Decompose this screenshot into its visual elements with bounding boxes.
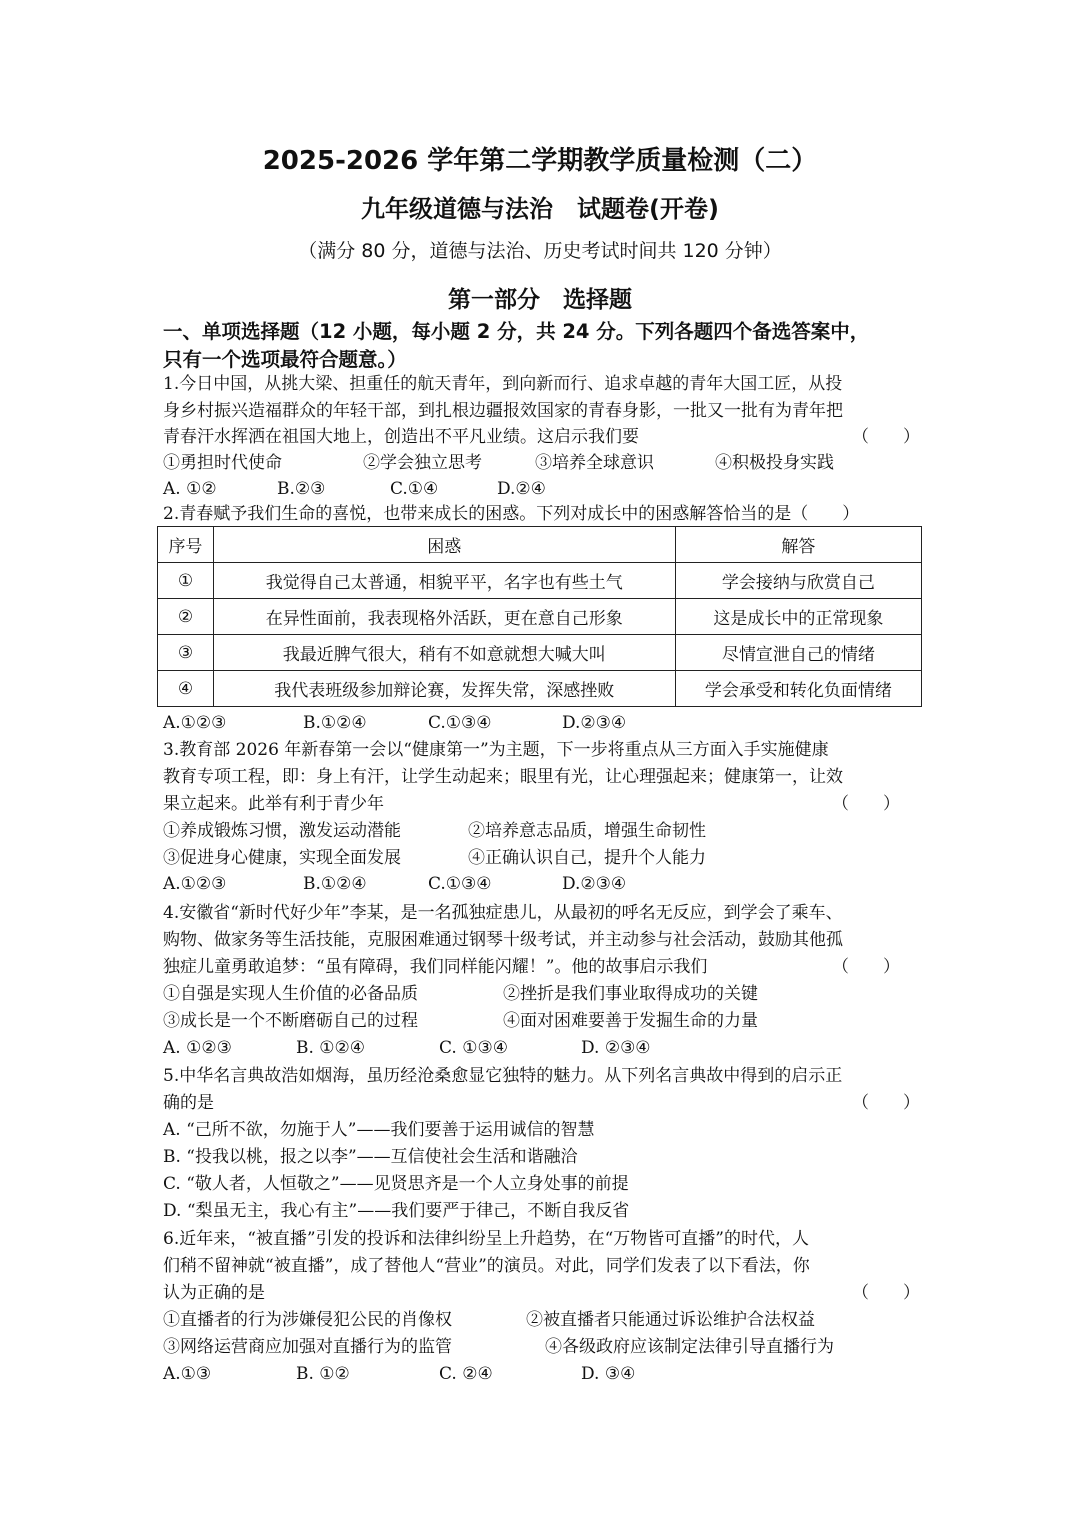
q4-option-2: ②挫折是我们事业取得成功的关键 [503,984,758,1004]
exam-title: 2025-2026 学年第二学期教学质量检测（二） [262,146,818,176]
table-cell: 学会接纳与欣赏自己 [675,563,921,599]
q1-answer-paren: （ ） [852,427,920,447]
q6-option-1: ①直播者的行为涉嫌侵犯公民的肖像权 [163,1310,452,1330]
q3-choice-b: B.①②④ [303,874,367,894]
q1-option-3: ③培养全球意识 [535,453,654,473]
q2-choice-c: C.①③④ [428,713,492,733]
table-cell: 尽情宣泄自己的情绪 [675,635,921,671]
q5-stem-2: 确的是 [163,1093,214,1113]
q5-answer-paren: （ ） [852,1093,920,1113]
q2-choice-a: A.①②③ [163,713,227,733]
table-row [158,635,922,671]
q4-choice-c: C. ①③④ [439,1038,508,1058]
q2-choice-d: D.②③④ [562,713,627,733]
table-cell: 我最近脾气很大，稍有不如意就想大喊大叫 [213,635,675,671]
q5-stem-1: 5.中华名言典故浩如烟海，虽历经沧桑愈显它独特的魅力。从下列名言典故中得到的启示正 [163,1066,843,1086]
q4-stem-3: 独症儿童勇敢追梦：“虽有障碍，我们同样能闪耀！”。他的故事启示我们 [163,957,708,977]
q3-option-2: ②培养意志品质，增强生命韧性 [468,821,706,841]
exam-note: （满分 80 分，道德与法治、历史考试时间共 120 分钟） [298,240,782,262]
q1-stem-3: 青春汗水挥洒在祖国大地上，创造出不平凡业绩。这启示我们要 [163,427,639,447]
table-cell: ④ [158,671,214,707]
table-cell: 在异性面前，我表现格外活跃，更在意自己形象 [213,599,675,635]
q1-choice-c: C.①④ [390,479,439,499]
q4-stem-1: 4.安徽省“新时代好少年”李某，是一名孤独症患儿，从最初的呼名无反应，到学会了乘车、 [163,903,843,923]
q6-choice-d: D. ③④ [581,1364,636,1384]
q5-choice-a: A. “己所不欲，勿施于人”——我们要善于运用诚信的智慧 [163,1120,595,1140]
q3-choice-a: A.①②③ [163,874,227,894]
part-heading: 第一部分 选择题 [448,287,632,313]
q2-choice-b: B.①②④ [303,713,367,733]
table-cell: ③ [158,635,214,671]
table-header-cell: 序号 [158,527,214,563]
table-cell: 我代表班级参加辩论赛，发挥失常，深感挫败 [213,671,675,707]
table-cell: ① [158,563,214,599]
table-row [158,563,922,599]
q4-choice-a: A. ①②③ [163,1038,232,1058]
q4-choice-d: D. ②③④ [581,1038,651,1058]
table-header-cell: 解答 [675,527,921,563]
table-cell: ② [158,599,214,635]
q1-choice-a: A. ①② [163,479,217,499]
q1-option-2: ②学会独立思考 [363,453,482,473]
q5-choice-b: B. “投我以桃，报之以李”——互信使社会生活和谐融洽 [163,1147,578,1167]
section-instruction [163,318,933,374]
q3-option-3: ③促进身心健康，实现全面发展 [163,848,401,868]
q1-option-1: ①勇担时代使命 [163,453,282,473]
q6-choice-c: C. ②④ [439,1364,493,1384]
q6-stem-1: 6.近年来，“被直播”引发的投诉和法律纠纷呈上升趋势，在“万物皆可直播”的时代，人 [163,1229,809,1249]
q4-choice-b: B. ①②④ [296,1038,366,1058]
section-line-1: 一、单项选择题（12 小题，每小题 2 分，共 24 分。下列各题四个备选答案中， [163,320,870,343]
q4-option-3: ③成长是一个不断磨砺自己的过程 [163,1011,418,1031]
q4-option-4: ④面对困难要善于发掘生命的力量 [503,1011,758,1031]
q4-option-1: ①自强是实现人生价值的必备品质 [163,984,418,1004]
q6-answer-paren: （ ） [852,1283,920,1303]
q3-stem-1: 3.教育部 2026 年新春第一会以“健康第一”为主题，下一步将重点从三方面入手实施健康 [163,740,829,760]
q6-stem-2: 们稍不留神就“被直播”，成了替他人“营业”的演员。对此，同学们发表了以下看法，你 [163,1256,810,1276]
q3-option-1: ①养成锻炼习惯，激发运动潜能 [163,821,401,841]
q6-stem-3: 认为正确的是 [163,1283,265,1303]
q6-choice-b: B. ①② [296,1364,350,1384]
q1-option-4: ④积极投身实践 [715,453,834,473]
q1-choice-d: D.②④ [497,479,546,499]
q1-choice-b: B.②③ [277,479,326,499]
q3-stem-3: 果立起来。此举有利于青少年 [163,794,384,814]
q6-choice-a: A.①③ [163,1364,212,1384]
table-row [158,599,922,635]
q6-option-3: ③网络运营商应加强对直播行为的监管 [163,1337,452,1357]
q1-stem-1: 1.今日中国，从挑大梁、担重任的航天青年，到向新而行、追求卓越的青年大国工匠，从投 [163,374,843,394]
q3-choice-d: D.②③④ [562,874,627,894]
q1-stem-2: 身乡村振兴造福群众的年轻干部，到扎根边疆报效国家的青春身影，一批又一批有为青年把 [163,401,843,421]
table-cell: 我觉得自己太普通，相貌平平，名字也有些土气 [213,563,675,599]
q3-option-4: ④正确认识自己，提升个人能力 [468,848,706,868]
q6-option-2: ②被直播者只能通过诉讼维护合法权益 [526,1310,815,1330]
table-cell: 学会承受和转化负面情绪 [675,671,921,707]
q4-stem-2: 购物、做家务等生活技能，克服困难通过钢琴十级考试，并主动参与社会活动，鼓励其他孤 [163,930,843,950]
table-header-row [158,527,922,563]
q5-choice-d: D. “梨虽无主，我心有主”——我们要严于律己，不断自我反省 [163,1201,630,1221]
q3-stem-2: 教育专项工程，即：身上有汗，让学生动起来；眼里有光，让心理强起来；健康第一，让效 [163,767,843,787]
exam-subtitle: 九年级道德与法治 试题卷(开卷) [361,195,719,223]
table-cell: 这是成长中的正常现象 [675,599,921,635]
q2-table [157,526,922,707]
section-line-2: 只有一个选项最符合题意。） [163,348,407,371]
q2-stem: 2.青春赋予我们生命的喜悦，也带来成长的困惑。下列对成长中的困惑解答恰当的是（ ） [163,504,860,524]
q6-option-4: ④各级政府应该制定法律引导直播行为 [545,1337,834,1357]
table-header-cell: 困惑 [213,527,675,563]
q4-answer-paren: （ ） [832,957,900,977]
q3-answer-paren: （ ） [832,794,900,814]
table-row [158,671,922,707]
q5-choice-c: C. “敬人者，人恒敬之”——见贤思齐是一个人立身处事的前提 [163,1174,629,1194]
q3-choice-c: C.①③④ [428,874,492,894]
